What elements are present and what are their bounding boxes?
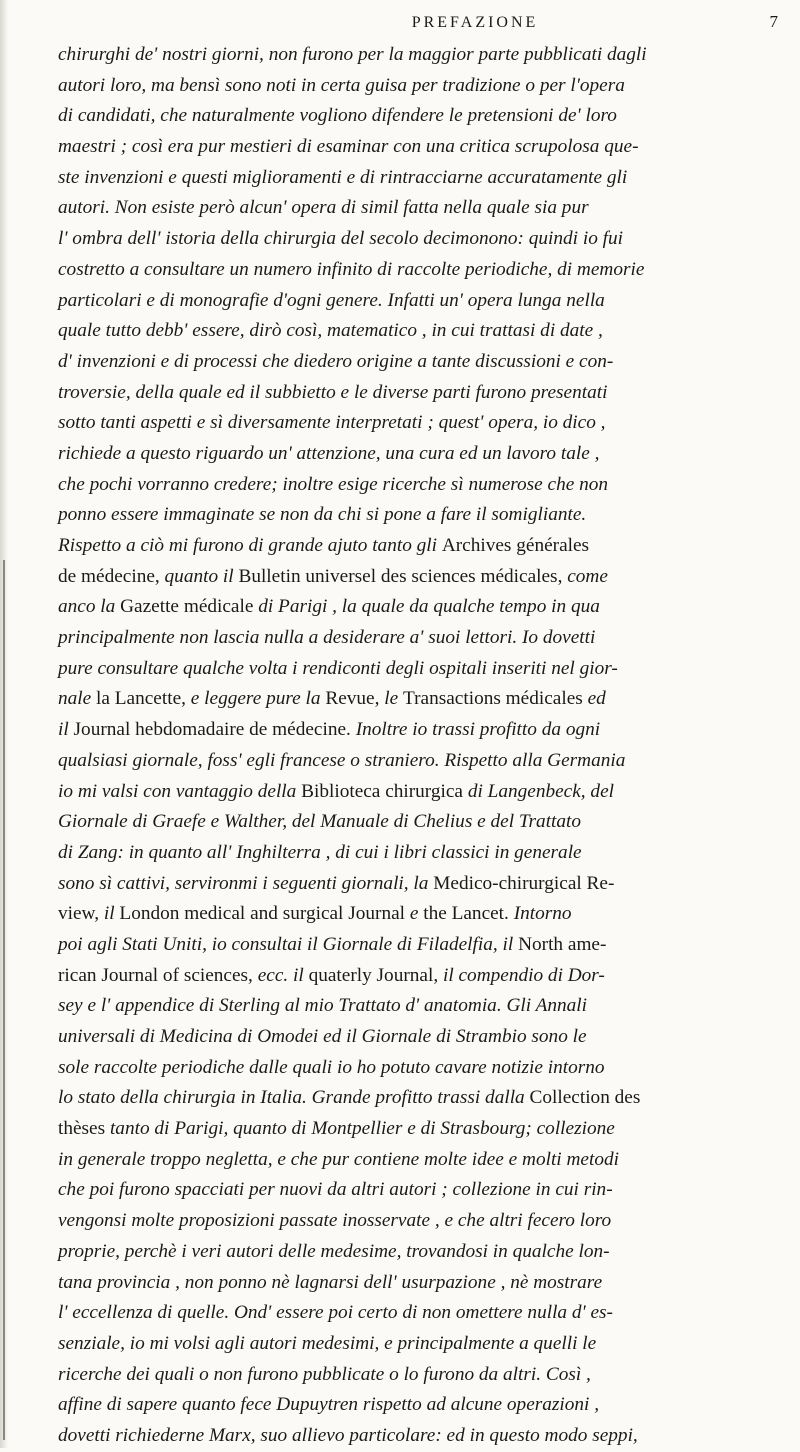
text-run: le: [384, 688, 404, 710]
text-run: principalmente non lascia nulla a desiderare a' suoi lettori. Io dovetti: [58, 627, 596, 649]
running-title: PREFAZIONE: [411, 14, 539, 31]
text-run: North ame-: [518, 933, 607, 955]
text-run: quaterly Journal,: [308, 964, 443, 986]
text-run: autori loro, ma bensì sono noti in certa guisa per tradizione o per l'opera: [58, 74, 625, 96]
text-run: vengonsi molte proposizioni passate inosservate , e che altri fecero loro: [58, 1210, 612, 1232]
text-run: Journal hebdomadaire de médecine.: [73, 719, 356, 741]
text-line: [58, 1053, 778, 1084]
text-line: [58, 1390, 778, 1421]
text-run: ed: [587, 688, 606, 710]
text-line: [58, 715, 778, 746]
text-run: troversie, della quale ed il subbietto e le diverse parti furono presentati: [58, 381, 608, 403]
text-run: sotto tanti aspetti e sì diversamente interpretati ; quest' opera, io dico ,: [58, 412, 606, 434]
text-run: sole raccolte periodiche dalle quali io ho potuto cavare notizie intorno: [58, 1056, 605, 1078]
body-text: [58, 40, 778, 1452]
text-line: [58, 101, 778, 132]
text-run: rican Journal of sciences,: [58, 964, 258, 986]
text-run: Inoltre io trassi profitto da ogni: [355, 719, 601, 741]
text-run: Transactions médicales: [403, 688, 588, 710]
text-line: [58, 1022, 778, 1053]
text-run: il: [58, 719, 74, 741]
text-line: [58, 1329, 778, 1360]
text-run: tanto di Parigi, quanto di Montpellier e di Strasbourg; collezione: [109, 1118, 615, 1140]
text-run: ste invenzioni e questi miglioramenti e di rintracciarne accuratamente gli: [58, 166, 628, 188]
text-run: anco la: [58, 596, 121, 618]
text-run: il compendio di Dor-: [442, 964, 605, 986]
text-line: [58, 562, 778, 593]
text-run: view,: [58, 903, 104, 925]
text-line: [58, 592, 778, 623]
text-line: [58, 224, 778, 255]
text-run: lo stato della chirurgia in Italia. Grande profitto trassi dalla: [58, 1087, 530, 1109]
text-run: Archives générales: [441, 535, 590, 556]
text-line: [58, 623, 778, 654]
text-line: [58, 991, 778, 1022]
text-run: Gazette médicale: [120, 596, 259, 618]
text-run: Giornale di Graefe e Walther, del Manuale di Chelius e del Trattato: [58, 811, 582, 833]
text-line: [58, 1083, 778, 1114]
text-run: costretto a consultare un numero infinito di raccolte periodiche, di memorie: [58, 258, 645, 280]
text-line: [58, 500, 778, 531]
text-run: autori. Non esiste però alcun' opera di simil fatta nella quale sia pur: [58, 197, 589, 219]
text-run: ecc. il: [257, 964, 309, 986]
text-run: la Lancette,: [96, 688, 191, 710]
text-line: [58, 1114, 778, 1145]
text-run: richiede a questo riguardo un' attenzione, una cura ed un lavoro tale ,: [58, 442, 600, 464]
text-line: [58, 163, 778, 194]
text-run: di Langenbeck, del: [467, 780, 614, 802]
text-run: Revue,: [325, 688, 385, 710]
text-run: senziale, io mi volsi agli autori medesimi, e principalmente a quelli le: [58, 1332, 597, 1354]
text-run: maestri ; così era pur mestieri di esaminar con una critica scrupolosa que-: [58, 136, 639, 158]
text-line: [58, 1145, 778, 1176]
text-run: chirurghi de' nostri giorni, non furono per la maggior parte pubblicati dagli: [58, 44, 647, 65]
text-run: nale: [58, 688, 97, 710]
text-line: [58, 439, 778, 470]
text-run: di Parigi , la quale da qualche tempo in qua: [258, 596, 600, 618]
text-run: come: [567, 565, 608, 587]
text-line: [58, 531, 778, 562]
text-line: [58, 1237, 778, 1268]
text-run: tana provincia , non ponno nè lagnarsi dell' usurpazione , nè mostrare: [58, 1271, 603, 1293]
text-run: io mi valsi con vantaggio della: [58, 780, 302, 802]
text-line: [58, 746, 778, 777]
text-run: e: [409, 903, 424, 925]
text-line: [58, 961, 778, 992]
text-run: the Lancet.: [423, 903, 514, 925]
text-line: [58, 684, 778, 715]
text-run: d' invenzioni e di processi che diedero origine a tante discussioni e con-: [58, 350, 614, 372]
text-run: quanto il: [164, 565, 239, 587]
text-run: universali di Medicina di Omodei ed il Giornale di Strambio sono le: [58, 1026, 587, 1047]
text-run: che pochi vorranno credere; inoltre esige ricerche sì numerose che non: [58, 473, 609, 495]
text-line: [58, 838, 778, 869]
text-line: [58, 316, 778, 347]
text-line: [58, 807, 778, 838]
text-run: ponno essere immaginate se non da chi si pone a fare il somigliante.: [58, 504, 587, 526]
text-line: [58, 1421, 778, 1452]
text-run: thèses: [58, 1118, 110, 1140]
text-run: l' ombra dell' istoria della chirurgia del secolo decimonono: quindi io fui: [58, 228, 624, 250]
text-line: [58, 1360, 778, 1391]
text-run: di Zang: in quanto all' Inghilterra , di cui i libri classici in generale: [58, 841, 582, 863]
text-line: [58, 286, 778, 317]
text-line: [58, 777, 778, 808]
text-line: [58, 255, 778, 286]
text-run: London medical and surgical Journal: [119, 903, 410, 925]
text-line: [58, 40, 778, 71]
text-run: de médecine,: [58, 565, 165, 587]
text-run: l' eccellenza di quelle. Ond' essere poi certo di non omettere nulla d' es-: [58, 1302, 613, 1324]
text-run: in generale troppo negletta, e che pur contiene molte idee e molti metodi: [58, 1148, 619, 1170]
text-run: proprie, perchè i veri autori delle medesime, trovandosi in qualche lon-: [58, 1240, 610, 1262]
page-number: 7: [769, 12, 778, 31]
text-run: Biblioteca chirurgica: [301, 780, 468, 802]
text-run: particolari e di monografie d'ogni genere. Infatti un' opera lunga nella: [58, 289, 605, 311]
text-line: [58, 1268, 778, 1299]
text-line: [58, 654, 778, 685]
text-line: [58, 71, 778, 102]
binding-edge: [3, 560, 5, 1440]
text-line: [58, 1175, 778, 1206]
text-run: che poi furono spacciati per nuovi da altri autori ; collezione in cui rin-: [58, 1179, 613, 1201]
text-run: sey e l' appendice di Sterling al mio Trattato d' anatomia. Gli Annali: [58, 995, 587, 1017]
text-run: quale tutto debb' essere, dirò così, matematico , in cui trattasi di date ,: [58, 320, 603, 342]
text-run: Bulletin universel des sciences médicales,: [238, 565, 568, 587]
text-line: [58, 132, 778, 163]
text-line: [58, 193, 778, 224]
text-line: [58, 470, 778, 501]
text-line: [58, 408, 778, 439]
text-line: [58, 378, 778, 409]
text-run: il: [103, 903, 120, 925]
text-run: pure consultare qualche volta i rendiconti degli ospitali inseriti nel gior-: [58, 657, 618, 679]
text-line: [58, 1298, 778, 1329]
text-line: [58, 930, 778, 961]
text-run: Medico-chirurgical Re-: [433, 872, 615, 894]
text-line: [58, 347, 778, 378]
text-run: e leggere pure la: [190, 688, 326, 710]
text-run: Collection des: [529, 1087, 641, 1109]
page-header: [0, 10, 800, 36]
text-line: [58, 899, 778, 930]
text-run: di candidati, che naturalmente vogliono difendere le pretensioni de' loro: [58, 105, 617, 127]
text-run: Rispetto a ciò mi furono di grande ajuto tanto gli: [58, 535, 442, 556]
text-run: sono sì cattivi, servironmi i seguenti giornali, la: [58, 872, 434, 894]
text-run: Intorno: [513, 903, 572, 925]
text-line: [58, 1206, 778, 1237]
text-run: qualsiasi giornale, foss' egli francese o straniero. Rispetto alla Germania: [58, 749, 626, 771]
text-line: [58, 869, 778, 900]
text-run: dovetti richiederne Marx, suo allievo particolare: ed in questo modo seppi,: [58, 1424, 638, 1446]
text-run: ricerche dei quali o non furono pubblicate o lo furono da altri. Così ,: [58, 1363, 591, 1385]
text-run: poi agli Stati Uniti, io consultai il Giornale di Filadelfia, il: [58, 933, 519, 955]
text-run: affine di sapere quanto fece Dupuytren rispetto ad alcune operazioni ,: [58, 1394, 600, 1416]
